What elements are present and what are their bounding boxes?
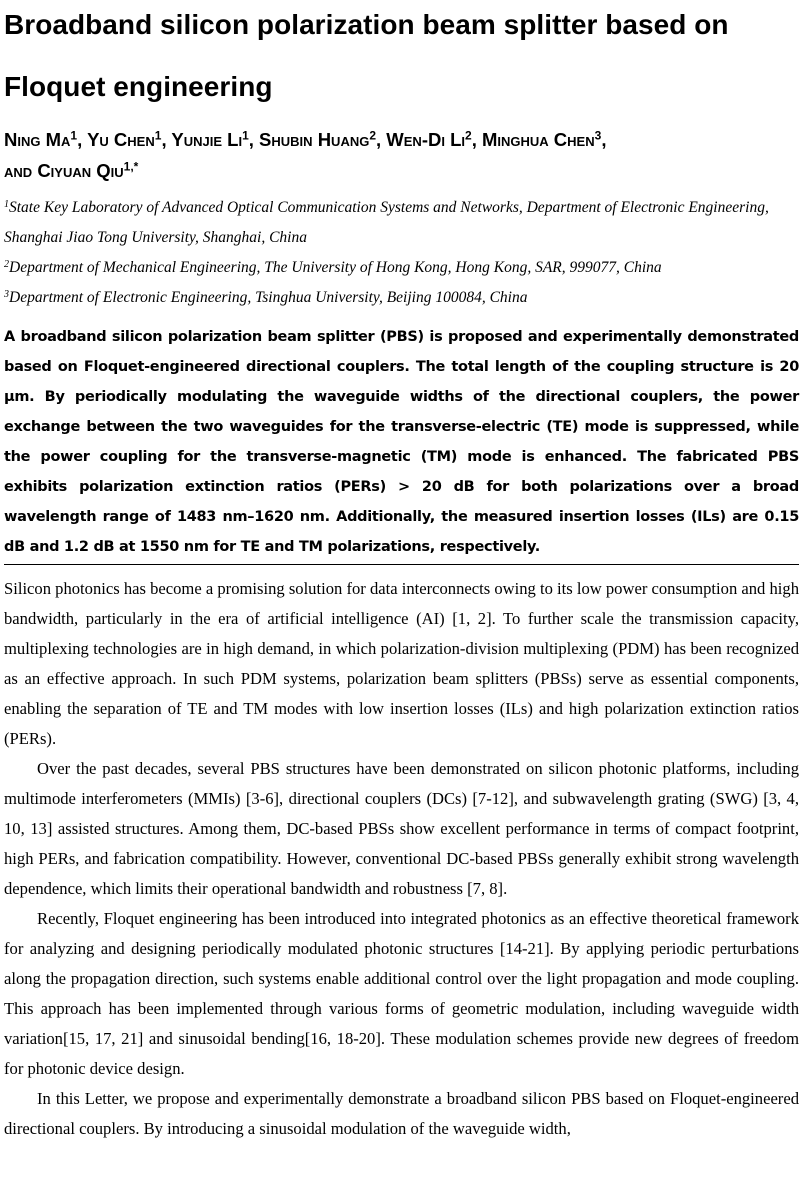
affiliation-number: 3 — [4, 289, 9, 300]
author-affiliation-mark: 2 — [369, 128, 377, 143]
author-name: Yunjie Li — [171, 129, 243, 150]
author-name: Ciyuan Qiu — [37, 160, 124, 181]
author-list: Ning Ma$^1$, Yu Chen$^1$, Yunjie Li$^1$, Shubin Huang$^2$, Wen-Di Li$^2$, Minghua Chen$^3$, and Ciyuan Qiu$^{1,*}$ — [4, 128, 607, 181]
body-text — [4, 574, 799, 1144]
affiliation — [4, 193, 799, 253]
author-name: Minghua Chen — [481, 129, 595, 150]
affiliation-number: 2 — [4, 259, 9, 270]
author-affiliation-mark: 2 — [465, 128, 472, 143]
author-affiliation-mark: 1 — [242, 128, 249, 143]
author-name: Shubin Huang — [259, 129, 370, 150]
affiliation-list — [4, 193, 799, 313]
author-affiliation-mark: 3 — [594, 128, 602, 143]
author-affiliation-mark: 1 — [70, 128, 78, 143]
author-name: Wen-Di Li — [386, 129, 466, 150]
author-name: Yu Chen — [87, 129, 155, 150]
affiliation-text: Department of Mechanical Engineering, The University of Hong Kong, Hong Kong, SAR, 999077, China — [9, 259, 662, 276]
body-paragraph: Over the past decades, several PBS structures have been demonstrated on silicon photonic platforms, including multimode interferometers (MMIs) [3-6], directional couplers (DCs) [7-12], and subwavelength grating (SWG) [3, 4, 10, 13] assisted structures. Among them, DC-based PBSs show excellent performance in terms of compact footprint, high PERs, and fabrication compatibility. However, conventional DC-based PBSs generally exhibit strong wavelength dependence, which limits their operational bandwidth and robustness [7, 8]. — [4, 759, 799, 898]
affiliation — [4, 283, 799, 313]
author-name: Ning Ma — [4, 129, 71, 150]
paper-title: Broadband silicon polarization beam splitter based on Floquet engineering — [4, 9, 729, 102]
affiliation-text: State Key Laboratory of Advanced Optical Communication Systems and Networks, Department of Electronic Engineering, Shanghai Jiao Tong University, Shanghai, China — [4, 199, 769, 246]
author-conjunction: and — [4, 160, 33, 181]
body-paragraph: Recently, Floquet engineering has been introduced into integrated photonics as an effective theoretical framework for analyzing and designing periodically modulated photonic structures [14-21]. By applying periodic perturbations along the propagation direction, such systems enable additional control over the light propagation and mode coupling. This approach has been implemented through various forms of geometric modulation, including waveguide width variation[15, 17, 21] and sinusoidal bending[16, 18-20]. These modulation schemes provide new degrees of freedom for photonic device design. — [4, 909, 799, 1078]
body-paragraph: In this Letter, we propose and experimentally demonstrate a broadband silicon PBS based on Floquet-engineered directional couplers. By introducing a sinusoidal modulation of the waveguide width, — [4, 1089, 799, 1138]
body-paragraph: Silicon photonics has become a promising solution for data interconnects owing to its low power consumption and high bandwidth, particularly in the era of artificial intelligence (AI) [1, 2]. To further scale the transmission capacity, multiplexing technologies are in high demand, in which polarization-division multiplexing (PDM) has been recognized as an effective approach. In such PDM systems, polarization beam splitters (PBSs) serve as essential components, enabling the separation of TE and TM modes with low insertion losses (ILs) and high polarization extinction ratios (PERs). — [4, 579, 799, 748]
author-affiliation-mark: 1,* — [123, 159, 139, 174]
affiliation — [4, 253, 799, 283]
abstract-divider — [4, 564, 799, 565]
abstract: A broadband silicon polarization beam splitter (PBS) is proposed and experimentally demonstrated based on Floquet-engineered directional couplers. The total length of the coupling structure is 20 μm. By periodically modulating the waveguide widths of the directional couplers, the power exchange between the two waveguides for the transverse-electric (TE) mode is suppressed, while the power coupling for the transverse-magnetic (TM) mode is enhanced. The fabricated PBS exhibits polarization extinction ratios (PERs) > 20 dB for both polarizations over a broad wavelength range of 1483 nm–1620 nm. Additionally, the measured insertion losses (ILs) are 0.15 dB and 1.2 dB at 1550 nm for TE and TM polarizations, respectively. — [4, 329, 799, 555]
affiliation-text: Department of Electronic Engineering, Tsinghua University, Beijing 100084, China — [9, 289, 528, 306]
author-affiliation-mark: 1 — [154, 128, 162, 143]
affiliation-number: 1 — [4, 199, 9, 210]
